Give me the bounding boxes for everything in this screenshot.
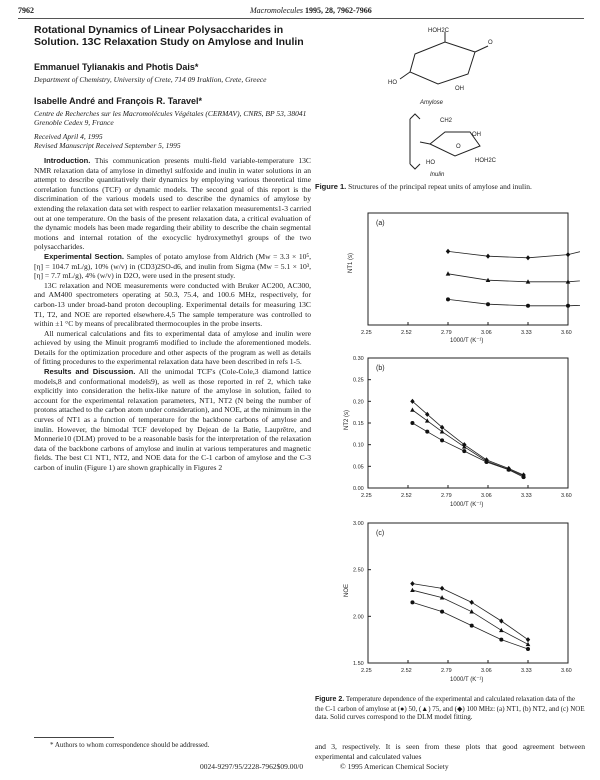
atom-label-hoh2c-inulin: HOH2C [475,158,497,164]
panel-b-letter: (b) [376,365,385,372]
x-tick-label: 2.52 [401,330,412,336]
footnote-rule [34,737,114,738]
atom-label-oh-inulin: OH [472,132,481,138]
experimental-paragraph-3: All numerical calculations and fits to experimental data of amylose and inulin were achieved by using the Minuit program6 modified to include the aforementioned models. Details for the optimization procedure and other aspects of the program as well as details of fitting procedures to the experimental relaxation data have been described in refs 1-5. [34,328,311,367]
atom-label-o-inulin: O [456,144,461,150]
y-tick-label: 0.25 [353,377,364,384]
panel-a-xticks [361,322,572,336]
received-dates [34,132,314,150]
data-point-circle [446,297,450,301]
experimental-text: Samples of potato amylose from Aldrich (Mw = 3.3 × 10⁵, [η] = 104.7 mL/g), 10% (w/v) in (CD3)2SO-d6, and inulin from Sigma (Mw = 5.1 × 10³, [η] = 7.7 mL/g), 4% (w/v) in D2O, were used in the present study. [34,251,311,281]
data-point-triangle [425,418,430,422]
data-point-circle [526,304,530,308]
y-tick-label: 1.50 [353,661,364,667]
y-tick-label: 0.15 [353,421,364,427]
panel-a-frame [368,213,568,325]
data-point-circle [507,468,511,472]
data-point-triangle [410,588,415,592]
received-date: Received April 4, 1995 [34,132,103,141]
amylose-structure [400,32,488,84]
copyright: © 1995 American Chemical Society [340,762,449,771]
x-tick-label: 3.06 [481,493,492,499]
x-tick-label: 3.33 [521,330,532,336]
x-tick-label: 2.79 [441,330,452,336]
data-point-circle [410,600,414,604]
data-point-triangle [526,642,531,646]
experimental-paragraph [34,252,311,281]
data-point-diamond [526,255,530,260]
panel-a-curves [448,229,580,306]
x-tick-label: 2.25 [361,668,372,674]
x-tick-label: 3.60 [561,330,572,336]
data-point-circle [526,647,530,651]
x-tick-label: 3.06 [481,330,492,336]
panel-c-ylabel: NOE [344,583,350,597]
results-text: All the unimodal TCF's (Cole-Cole,3 diamond lattice models,8 and conformational models9), as well as those reported in ref 2, which take explicitly into consideration the helix-like nature of the amylose in solution, failed to account for the experimental relaxation parameters, NT1, NT2 (N being the number of protons attached to the carbon atom under consideration), and NOE, at the minimum in the curves of NT1 as a function of temperature for the backbone carbons of amylose and inulin. However, the bimodal TCF developed by Dejean de la Batie, Lauprêtre, and Monnerie10 (DLM) proved to be a reasonable basis for the interpretation of the relaxation data of the backbone carbons of amylose and inulin at various temperatures and magnetic fields. The best C1 NT1, NT2, and NOE data for the C-1 carbon of amylose and the C-3 carbon of inulin (Figure 1) are shown graphically in Figures 2 [34,367,312,472]
y-tick-label: 2.50 [353,567,364,574]
data-point-circle [440,610,444,614]
fit-curve [412,584,528,640]
figure2-panel-a [340,205,580,345]
journal-header [250,6,372,15]
y-tick-label: 2.00 [353,614,364,621]
correspondence-footnote: * Authors to whom correspondence should be addressed. [50,741,210,749]
panel-c-curves [412,584,528,649]
y-tick-label: 0.20 [353,399,364,406]
header-rule [18,18,584,19]
atom-label-ho: HO [388,80,397,86]
fit-curve [412,410,523,476]
affiliation-1: Department of Chemistry, University of Crete, 714 09 Iraklion, Crete, Greece [34,75,267,84]
figure1-structures [360,24,550,179]
panel-a-xlabel: 1000/T (K⁻¹) [450,338,484,344]
inulin-label: Inulin [430,172,445,178]
data-point-circle [485,460,489,464]
data-point-diamond [470,600,474,605]
x-tick-label: 3.06 [481,668,492,674]
data-point-circle [425,430,429,434]
y-tick-label: 0.05 [353,464,364,471]
figure1-caption-text: Structures of the principal repeat units of amylose and inulin. [348,182,532,191]
atom-label-hoh2c: HOH2C [428,28,450,34]
data-point-circle [486,302,490,306]
fit-curve [412,401,523,475]
x-tick-label: 3.60 [561,493,572,499]
x-tick-label: 2.52 [401,668,412,674]
results-paragraph [34,367,311,473]
intro-paragraph [34,156,311,252]
data-point-circle [410,421,414,425]
authors-group-1: Emmanuel Tylianakis and Photis Dais* [34,62,199,72]
figure2-panel-b [340,350,580,510]
x-tick-label: 2.79 [441,668,452,674]
body-column-right-end: and 3, respectively. It is seen from these plots that good agreement between experimental and calculated values [315,742,585,761]
x-tick-label: 2.52 [401,493,412,499]
atom-label-oh: OH [455,86,464,92]
atom-label-ch2: CH2 [440,118,453,124]
fit-curve [412,590,528,644]
panel-a-letter: (a) [376,220,385,227]
experimental-heading: Experimental Section. [44,251,124,261]
data-point-diamond [410,581,414,586]
y-tick-label: 3.00 [353,521,364,527]
intro-text: This communication presents multi-field variable-temperature 13C NMR relaxation data of amylose in dimethyl sulfoxide and inulin in water solutions in an attempt to describe quantitatively their dynamics by employing various theoretical time correlation functions (TCF) or dynamic models. The second goal of this report is the discrimination of the various models used to describe the dynamics of amylose by extending the relaxation data set with respect to earlier relaxation measurements1-3 carried out at one temperature. On the basis of the present relaxation data, a critical evaluation of the dynamic models has been made regarding their ability to describe the chain segmental motions and internal rotation of the exocyclic hydroxymethyl groups of the two polysaccharides. [34,156,312,252]
x-tick-label: 2.25 [361,493,372,499]
figure2-panel-c [340,515,580,685]
y-tick-label: 0.00 [353,486,364,492]
data-point-triangle [440,429,445,433]
figure1-label: Figure 1. [315,182,347,191]
data-point-circle [499,638,503,642]
atom-label-o: O [488,40,493,46]
intro-heading: Introduction. [44,156,91,165]
x-tick-label: 3.33 [521,493,532,499]
figure2-caption-text: Temperature dependence of the experimental and calculated relaxation data of the the C-1 carbon of amylose at (●) 50, (▲) 75, and (◆) 100 MHz: (a) NT1, (b) NT2, and (c) NOE data. Solid curves correspond to the DLM model fitting. [315,695,585,721]
data-point-triangle [499,628,504,632]
body-column-left [34,156,311,473]
panel-c-frame [368,523,568,663]
panel-b-ylabel: NT2 (s) [344,410,350,430]
panel-c-points [410,581,530,651]
panel-b-frame [368,358,568,488]
panel-c-xlabel: 1000/T (K⁻¹) [450,677,484,683]
article-title: Rotational Dynamics of Linear Polysaccharides in Solution. 13C Relaxation Study on Amylose and Inulin [34,24,304,48]
experimental-paragraph-2: 13C relaxation and NOE measurements were conducted with Bruker AC200, AC300, and AM400 spectrometers operating at 50.3, 75.4, and 100.6 MHz, respectively, for carbon-13 under broad-band proton decoupling. Experimental details for measuring 13C T1, T2, and NOE are reported elsewhere.4,5 The sample temperature was controlled to within ±1 °C by means of precalibrated thermocouples in the probe inserts. [34,280,311,329]
journal-issue: 1995, 28, 7962-7966 [305,6,372,15]
data-point-diamond [486,254,490,259]
page-number: 7962 [18,6,34,15]
figure1-caption [315,182,585,191]
panel-a-points [446,226,580,307]
fit-curve [448,272,580,282]
figure2-label: Figure 2. [315,696,345,703]
fit-curve [448,229,580,258]
data-point-diamond [526,637,530,642]
data-point-diamond [566,252,570,257]
panel-b-points [410,399,526,479]
panel-c-xticks [361,660,572,674]
panel-b-xlabel: 1000/T (K⁻¹) [450,502,484,508]
panel-b-xticks [361,485,572,499]
data-point-triangle [446,271,451,275]
revised-date: Revised Manuscript Received September 5, 1995 [34,141,181,150]
data-point-circle [462,449,466,453]
data-point-diamond [440,586,444,591]
amylose-label: Amylose [420,100,444,106]
data-point-circle [440,438,444,442]
article-code: 0024-9297/95/2228-7962$09.00/0 [200,762,304,771]
panel-a-ylabel: NT1 (s) [348,253,354,273]
data-point-circle [470,624,474,628]
authors-group-2: Isabelle André and François R. Taravel* [34,96,203,106]
y-tick-label: 0.30 [353,356,364,362]
data-point-diamond [499,618,503,623]
x-tick-label: 3.33 [521,668,532,674]
x-tick-label: 3.60 [561,668,572,674]
journal-name: Macromolecules [250,6,304,15]
panel-c-letter: (c) [376,530,385,537]
results-heading: Results and Discussion. [44,367,136,377]
panel-b-curves [412,401,523,477]
data-point-triangle [410,408,415,412]
fit-curve [448,299,580,305]
data-point-diamond [446,249,450,254]
y-tick-label: 0.10 [353,442,364,449]
data-point-circle [522,475,526,479]
x-tick-label: 2.79 [441,493,452,499]
figure2-caption [315,695,585,722]
data-point-circle [566,304,570,308]
x-tick-label: 2.25 [361,330,372,336]
atom-label-ho-inulin: HO [426,160,435,166]
affiliation-2: Centre de Recherches sur les Macromolécules Végétales (CERMAV), CNRS, BP 53, 38041 Grenoble Cedex 9, France [34,109,307,127]
